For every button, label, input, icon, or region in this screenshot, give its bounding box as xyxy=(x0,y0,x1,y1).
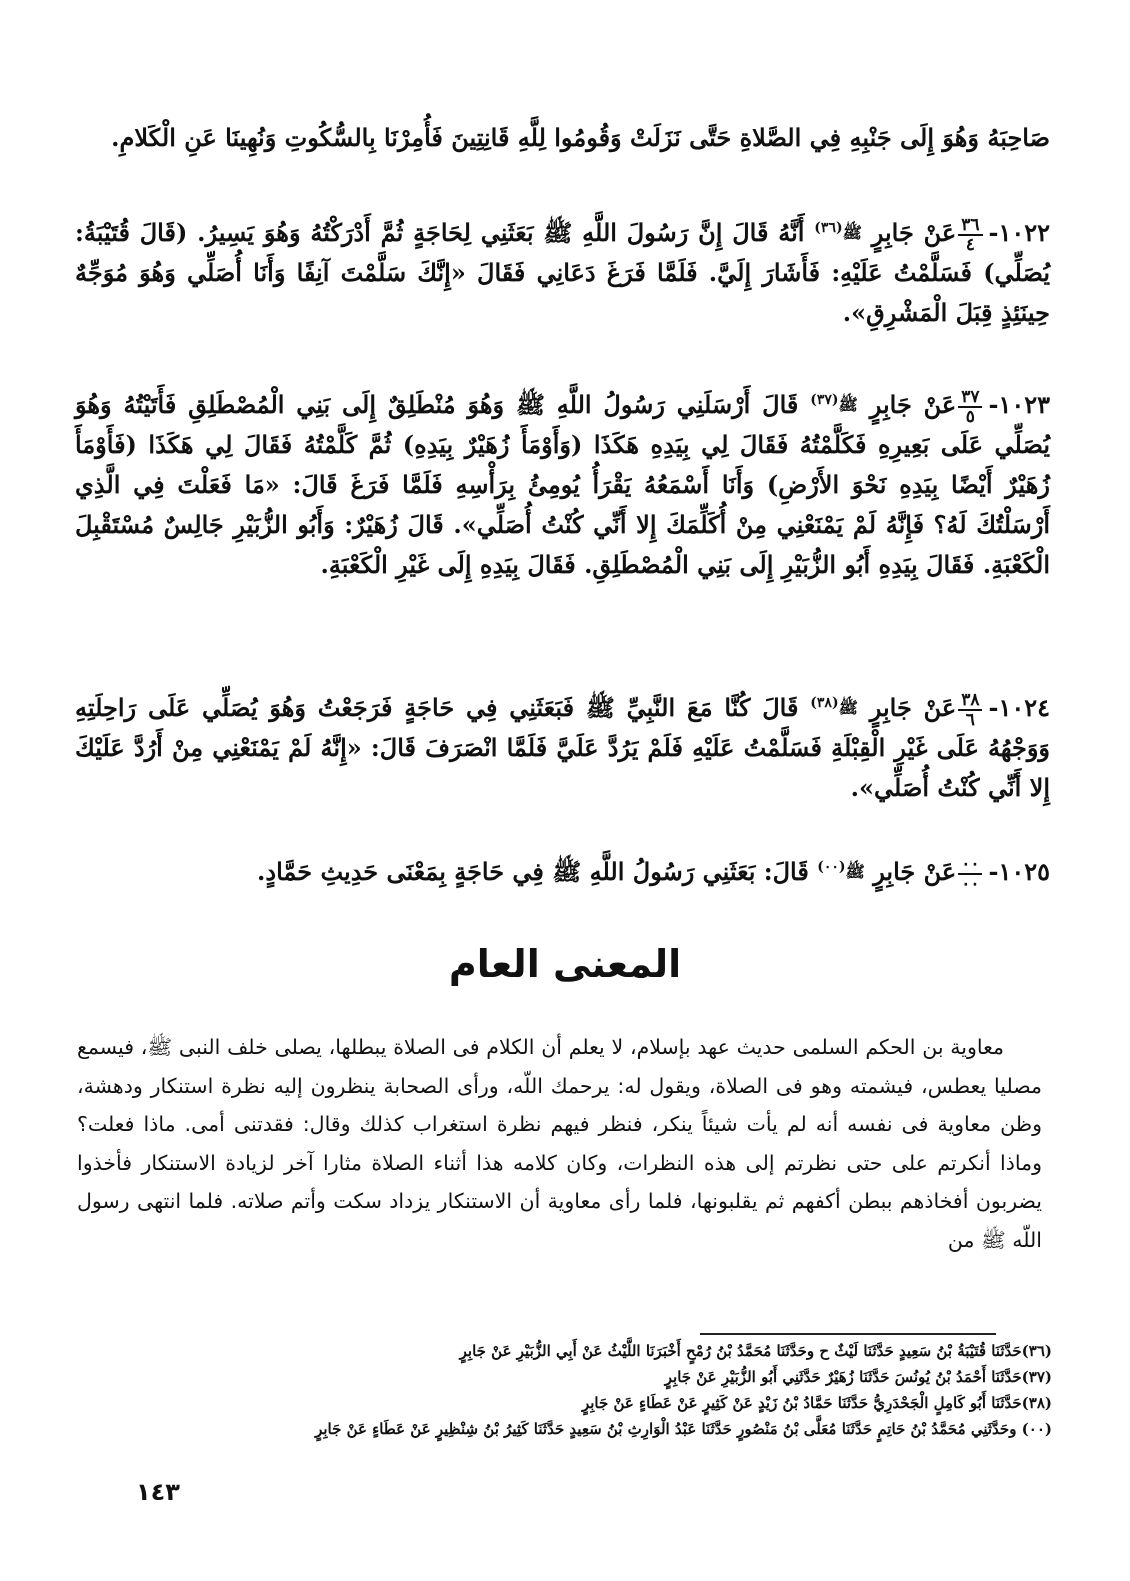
section-title: المعنى العام xyxy=(448,942,682,986)
general-meaning xyxy=(77,1028,1042,1259)
fraction-top: ٣٦ xyxy=(958,217,982,236)
fraction-bottom: ٠٠ xyxy=(961,873,980,894)
hadith-text: أَنَّهُ قَالَ إِنَّ رَسُولَ اللَّهِ ﷺ بَعَثَنِي لِحَاجَةٍ ثُمَّ أَدْرَكْتُهُ وَهُوَ يَسِيرُ. (قَالَ قُتَيْبَةُ: يُصَلِّي) فَسَلَّمْتُ عَلَيْهِ: فَأَشَارَ إِلَيَّ. فَلَمَّا فَرَغَ دَعَانِي فَقَالَ «إِنَّكَ سَلَّمْتَ آنِفًا وَأَنَا أُصَلِّي وَهُوَ مُوَجِّهٌ حِينَئِذٍ قِبَلَ الْمَشْرِقِ». xyxy=(75,218,1050,327)
footnote-37: (٣٧)حَدَّثَنَا أَحْمَدُ بْنُ يُونُسَ حَدَّثَنَا زُهَيْرٌ حَدَّثَنِي أَبُو الزُّبَيْرِ عَنْ جَابِرٍ xyxy=(664,1368,1052,1386)
footnote-00: (٠٠) وحَدَّثَنِي مُحَمَّدُ بْنُ حَاتِمٍ حَدَّثَنَا مُعَلَّى بْنُ مَنْصُورٍ حَدَّثَنَا عَبْدُ الْوَارِثِ بْنُ سَعِيدٍ حَدَّثَنَا كَثِيرُ بْنُ شِنْظِيرٍ عَنْ عَطَاءٍ عَنْ جَابِرٍ xyxy=(315,1420,1052,1438)
fraction-top: ٣٨ xyxy=(958,692,982,711)
hadith-number: ١٠٢٥- xyxy=(988,857,1050,886)
hadith-1025 xyxy=(75,852,1050,892)
hadith-continuation-text: صَاحِبَهُ وَهُوَ إِلَى جَنْبِهِ فِي الصَّلاةِ حَتَّى نَزَلَتْ وَقُومُوا لِلَّهِ قَانِتِينَ فَأُمِرْنَا بِالسُّكُوتِ وَنُهِينَا عَنِ الْكَلامِ. xyxy=(111,123,1050,152)
footnote-ref: (٣٨) xyxy=(810,695,839,711)
hadith-number: ١٠٢٣- xyxy=(988,390,1051,419)
hadith-1022 xyxy=(75,213,1050,333)
hadith-text: قَالَ كُنَّا مَعَ النَّبِيِّ ﷺ فَبَعَثَنِي فِي حَاجَةٍ فَرَجَعْتُ وَهُوَ يُصَلِّي عَلَى رَاحِلَتِهِ وَوَجْهُهُ عَلَى غَيْرِ الْقِبْلَةِ فَسَلَّمْتُ عَلَيْهِ فَلَمْ يَرُدَّ عَلَيَّ فَلَمَّا انْصَرَفَ قَالَ: «إِنَّهُ لَمْ يَمْنَعْنِي مِنْ أَرُدَّ عَلَيْكَ إِلا أَنِّي كُنْتُ أُصَلِّي». xyxy=(75,693,1050,802)
footnote-38: (٣٨)حَدَّثَنَا أَبُو كَامِلٍ الْجَحْدَرِيُّ حَدَّثَنَا حَمَّادُ بْنُ زَيْدٍ عَنْ كَثِيرٍ عَنْ عَطَاءٍ عَنْ جَابِرٍ xyxy=(581,1394,1052,1412)
hadith-continuation xyxy=(75,118,1050,158)
footnote-ref: (٠٠) xyxy=(817,859,846,875)
honorific-icon: ﷺ xyxy=(838,698,858,717)
hadith-opening: عَنْ جَابِرٍ xyxy=(871,218,957,247)
footnote-separator xyxy=(700,1333,996,1335)
honorific-icon: ﷺ xyxy=(838,395,858,414)
fraction-bottom: ٤ xyxy=(965,234,975,255)
hadith-index-fraction xyxy=(958,689,982,730)
hadith-1024 xyxy=(75,688,1050,808)
hadith-index-fraction xyxy=(958,214,982,255)
fraction-bottom: ٦ xyxy=(965,709,975,730)
footnote-ref: (٣٦) xyxy=(814,220,843,236)
hadith-opening: عَنْ جَابِرٍ xyxy=(869,693,957,722)
meaning-paragraph: معاوية بن الحكم السلمى حديث عهد بإسلام، لا يعلم أن الكلام فى الصلاة يبطلها، يصلى خلف النبى ﷺ، فيسمع مصليا يعطس، فيشمته وهو فى الصلاة، ويقول له: يرحمك اللّه، ورأى الصحابة ينظرون إليه نظرة استنكار ودهشة، وظن معاوية فى نفسه أنه لم يأت شيئاً ينكر، فنظر فيهم نظرة استغراب كذلك وقال: فقدتنى أمى. ماذا فعلت؟ وماذا أنكرتم على حتى نظرتم إلى هذه النظرات، وكان كلامه هذا أثناء الصلاة مثارا آخر لزيادة الاستنكار فأخذوا يضربون أفخاذهم ببطن أكفهم ثم يقلبونها، فلما رأى معاوية أن الاستنكار يزداد سكت وأتم صلاته. فلما انتهى رسول اللّه ﷺ من xyxy=(77,1035,1042,1252)
honorific-icon: ﷺ xyxy=(842,223,862,242)
hadith-1023 xyxy=(75,385,1050,585)
hadith-index-fraction xyxy=(958,853,982,894)
hadith-opening: عَنْ جَابِرٍ xyxy=(869,390,957,419)
hadith-number: ١٠٢٤- xyxy=(988,693,1051,722)
fraction-bottom: ٥ xyxy=(965,406,975,427)
hadith-text: قَالَ: بَعَثَنِي رَسُولُ اللَّهِ ﷺ فِي حَاجَةٍ بِمَعْنَى حَدِيثِ حَمَّادٍ. xyxy=(257,857,809,886)
hadith-text: قَالَ أَرْسَلَنِي رَسُولُ اللَّهِ ﷺ وَهُوَ مُنْطَلِقٌ إِلَى بَنِي الْمُصْطَلِقِ فَأَتَيْتُهُ وَهُوَ يُصَلِّي عَلَى بَعِيرِهِ فَكَلَّمْتُهُ فَقَالَ لِي بِيَدِهِ هَكَذَا (وَأَوْمَأَ زُهَيْرٌ بِيَدِهِ) ثُمَّ كَلَّمْتُهُ فَقَالَ لِي هَكَذَا (فَأَوْمَأَ زُهَيْرٌ أَيْضًا بِيَدِهِ نَحْوَ الأَرْضِ) وَأَنَا أَسْمَعُهُ يَقْرَأُ يُومِئُ بِرَأْسِهِ فَلَمَّا فَرَغَ قَالَ: «مَا فَعَلْتَ فِي الَّذِي أَرْسَلْتُكَ لَهُ؟ فَإِنَّهُ لَمْ يَمْنَعْنِي مِنْ أُكَلِّمَكَ إِلا أَنِّي كُنْتُ أُصَلِّي». قَالَ زُهَيْرٌ: وَأَبُو الزُّبَيْرِ جَالِسٌ مُسْتَقْبِلَ الْكَعْبَةِ. فَقَالَ بِيَدِهِ أَبُو الزُّبَيْرِ إِلَى بَنِي الْمُصْطَلِقِ. فَقَالَ بِيَدِهِ إِلَى غَيْرِ الْكَعْبَةِ. xyxy=(75,390,1050,579)
fraction-top: ٠٠ xyxy=(958,856,982,875)
footnotes xyxy=(62,1338,1052,1442)
page-number: ١٤٣ xyxy=(136,1478,180,1506)
fraction-top: ٣٧ xyxy=(958,389,982,408)
hadith-index-fraction xyxy=(958,386,982,427)
footnote-ref: (٣٧) xyxy=(810,392,839,408)
hadith-number: ١٠٢٢- xyxy=(988,218,1051,247)
hadith-opening: عَنْ جَابِرٍ xyxy=(873,857,957,886)
footnote-36: (٣٦)حَدَّثَنَا قُتَيْبَةُ بْنُ سَعِيدٍ حَدَّثَنَا لَيْثٌ ح وحَدَّثَنَا مُحَمَّدُ بْنُ رُمْحٍ أَخْبَرَنَا اللَّيْثُ عَنْ أَبِي الزُّبَيْرِ عَنْ جَابِرٍ xyxy=(459,1342,1052,1360)
honorific-icon: ﷺ xyxy=(845,862,865,881)
